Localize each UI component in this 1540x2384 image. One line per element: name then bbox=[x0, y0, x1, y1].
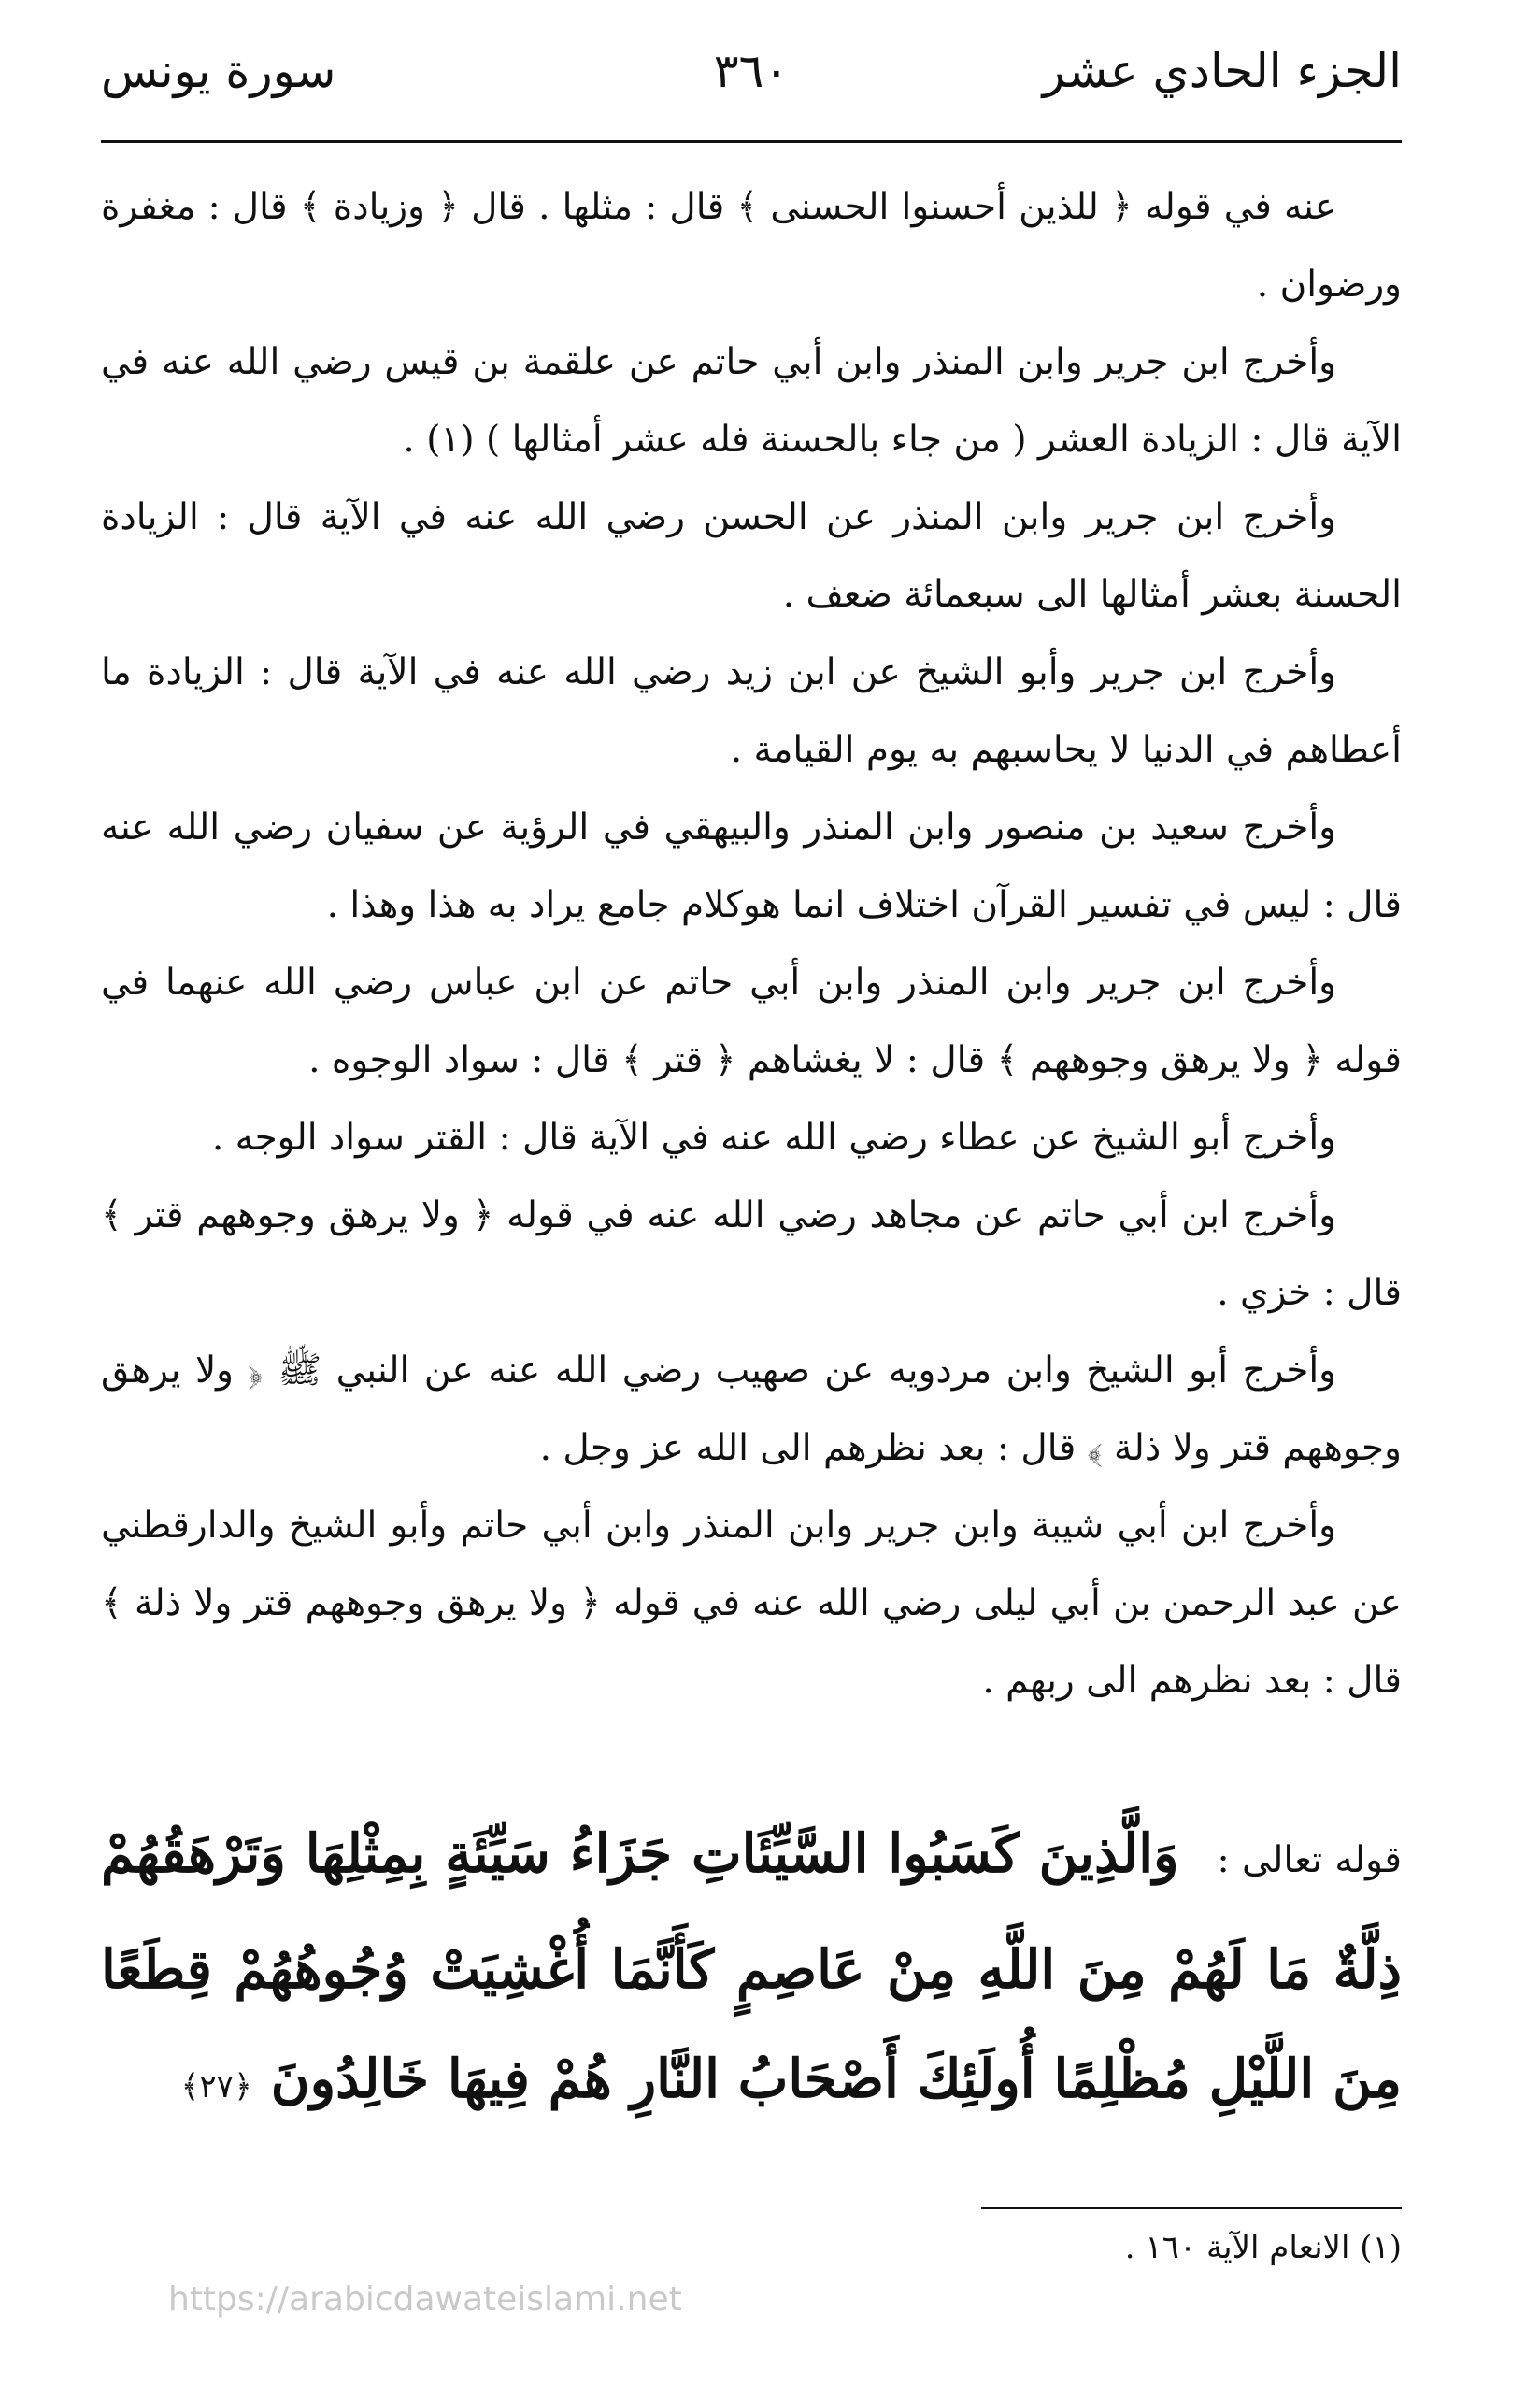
paragraph: وأخرج ابن أبي شيبة وابن جرير وابن المنذر وابن أبي حاتم وأبو الشيخ والدارقطني عن عبد الرحمن بن أبي ليلى رضي الله عنه في قوله ﴿ ولا يرهق وجوههم قتر ولا ذلة ﴾ قال : بعد نظرهم الى ربهم . bbox=[101, 1505, 1402, 1702]
footnote-divider bbox=[981, 2207, 1402, 2209]
commentary-body bbox=[101, 168, 1402, 1720]
paragraph: وأخرج أبو الشيخ عن عطاء رضي الله عنه في الآية قال : القتر سواد الوجه . bbox=[211, 1117, 1336, 1159]
paragraph: عنه في قوله ﴿ للذين أحسنوا الحسنى ﴾ قال : مثلها . قال ﴿ وزيادة ﴾ قال : مغفرة ورضوان . bbox=[101, 186, 1402, 306]
watermark: https://arabicdawateislami.net bbox=[168, 2280, 682, 2319]
paragraph: وأخرج ابن جرير وابن المنذر وابن أبي حاتم عن ابن عباس رضي الله عنهما في قوله ﴿ ولا يرهق وجوههم ﴾ قال : لا يغشاهم ﴿ قتر ﴾ قال : سواد الوجوه . bbox=[101, 962, 1402, 1081]
paragraph: وأخرج سعيد بن منصور وابن المنذر والبيهقي في الرؤية عن سفيان رضي الله عنه قال : ليس في تفسير القرآن اختلاف انما هوكلام جامع يراد به هذا وهذا . bbox=[101, 807, 1402, 926]
page-header bbox=[101, 26, 1402, 120]
part-title: الجزء الحادي عشر bbox=[1042, 44, 1402, 98]
header-divider bbox=[101, 140, 1402, 143]
paragraph: وأخرج ابن جرير وابن المنذر عن الحسن رضي الله عنه في الآية قال : الزيادة الحسنة بعشر أمثالها الى سبعمائة ضعف . bbox=[101, 496, 1402, 616]
paragraph: وأخرج ابن أبي حاتم عن مجاهد رضي الله عنه في قوله ﴿ ولا يرهق وجوههم قتر ﴾ قال : خزي . bbox=[101, 1194, 1402, 1314]
ayah-number: ﴿٢٧﴾ bbox=[180, 2068, 252, 2106]
quran-verse bbox=[101, 1799, 1402, 2142]
paragraph: وأخرج أبو الشيخ وابن مردويه عن صهيب رضي الله عنه عن النبي ﷺ ﴿ ولا يرهق وجوههم قتر ولا ذلة ﴾ قال : بعد نظرهم الى الله عز وجل . bbox=[101, 1349, 1402, 1469]
paragraph: وأخرج ابن جرير وأبو الشيخ عن ابن زيد رضي الله عنه في الآية قال : الزيادة ما أعطاهم في الدنيا لا يحاسبهم به يوم القيامة . bbox=[101, 651, 1402, 771]
surah-title: سورة يونس bbox=[101, 44, 336, 98]
verse-intro: قوله تعالى : bbox=[1217, 1839, 1402, 1881]
paragraph: وأخرج ابن جرير وابن المنذر وابن أبي حاتم عن علقمة بن قيس رضي الله عنه في الآية قال : الزيادة العشر ( من جاء بالحسنة فله عشر أمثالها ) (١) . bbox=[101, 341, 1402, 461]
verse-text: وَالَّذِينَ كَسَبُوا السَّيِّئَاتِ جَزَاءُ سَيِّئَةٍ بِمِثْلِهَا وَتَرْهَقُهُمْ ذِلَّةٌ مَا لَهُمْ مِنَ اللَّهِ مِنْ عَاصِمٍ كَأَنَّمَا أُغْشِيَتْ وُجُوهُهُمْ قِطَعًا مِنَ اللَّيْلِ مُظْلِمًا أُولَئِكَ أَصْحَابُ النَّارِ هُمْ فِيهَا خَالِدُونَ bbox=[101, 1822, 1402, 2110]
page-number: ٣٦٠ bbox=[713, 44, 790, 98]
footnote: (١) الانعام الآية ١٦٠ . bbox=[1124, 2229, 1402, 2266]
